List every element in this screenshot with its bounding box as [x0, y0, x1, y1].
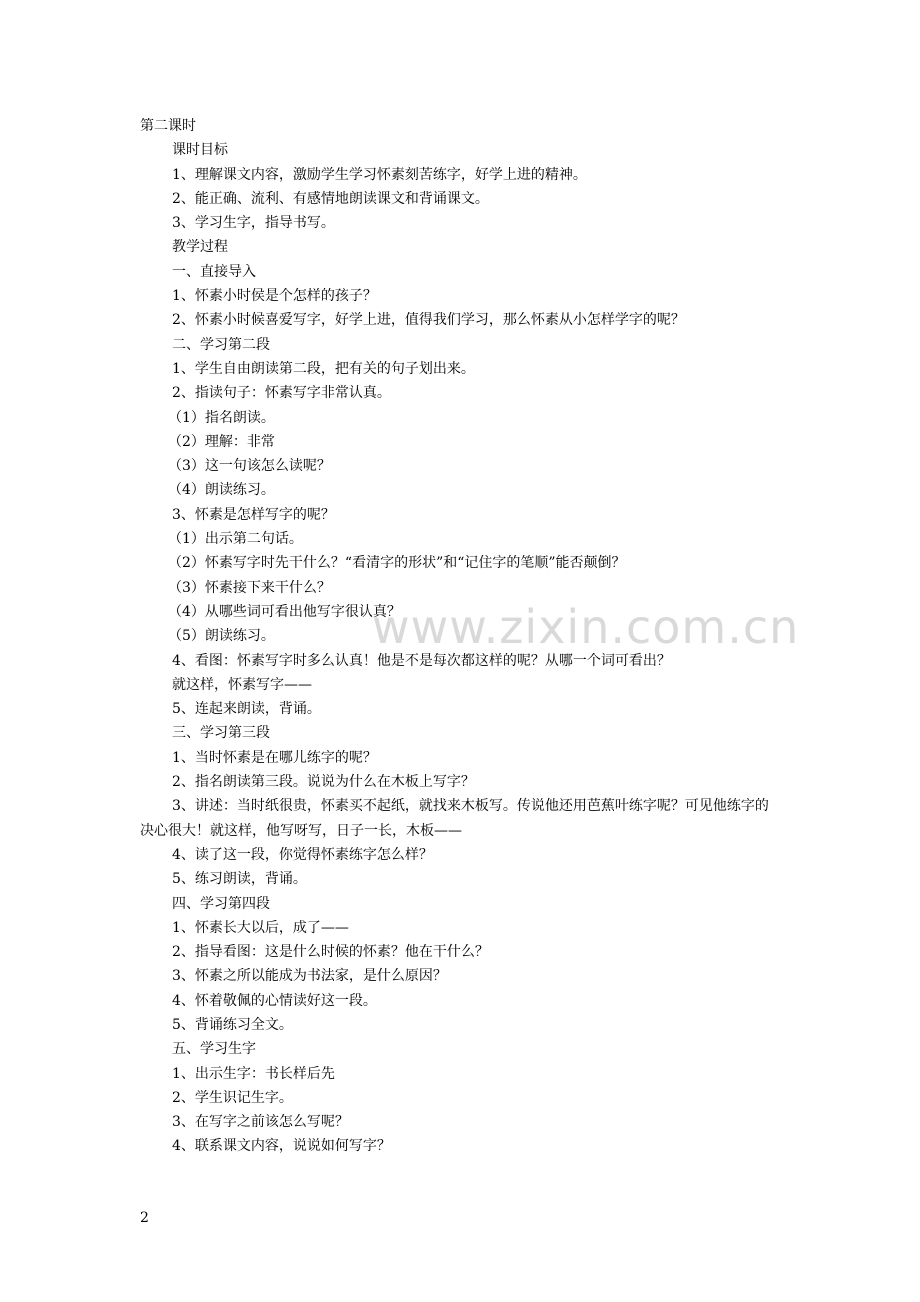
sub-item: （4）从哪些词可看出他写字很认真？ [168, 603, 401, 620]
page-title: 第二课时 [140, 118, 196, 134]
paragraph-wrapped: 3、讲述：当时纸很贵，怀素买不起纸，就找来木板写。传说他还用芭蕉叶练字呢？可见他练字的决心很大！就这样，他写呀写，日子一长，木板—— [140, 798, 769, 839]
section-heading: 课时目标 [172, 142, 228, 159]
page-number: 2 [140, 1210, 149, 1226]
section-heading: 教学过程 [172, 239, 228, 256]
watermark: www.zixin.com.cn [372, 600, 800, 654]
sub-item: （3）这一句该怎么读呢？ [168, 458, 331, 475]
section-heading: 二、学习第二段 [172, 336, 270, 353]
paragraph: 3、学习生字，指导书写。 [172, 215, 335, 232]
paragraph: 4、联系课文内容，说说如何写字？ [172, 1138, 391, 1155]
paragraph: 1、学生自由朗读第二段，把有关的句子划出来。 [172, 360, 475, 377]
paragraph: 2、学生识记生字。 [172, 1089, 293, 1106]
paragraph: 3、怀素是怎样写字的呢？ [172, 506, 335, 523]
sub-item: （5）朗读练习。 [168, 628, 275, 645]
paragraph: 1、理解课文内容，激励学生学习怀素刻苦练字，好学上进的精神。 [172, 166, 587, 183]
paragraph: 1、出示生字：书长样后先 [172, 1065, 335, 1082]
paragraph: 就这样，怀素写字—— [172, 676, 312, 693]
paragraph: 2、指读句子：怀素写字非常认真。 [172, 385, 391, 402]
paragraph: 3、在写字之前该怎么写呢？ [172, 1114, 349, 1131]
paragraph: 2、指导看图：这是什么时候的怀素？他在干什么？ [172, 944, 489, 961]
paragraph: 2、指名朗读第三段。说说为什么在木板上写字？ [172, 774, 475, 791]
section-heading: 四、学习第四段 [172, 895, 270, 912]
paragraph: 4、看图：怀素写字时多么认真！他是不是每次都这样的呢？从哪一个词可看出？ [172, 652, 671, 669]
sub-item: （2）怀素写字时先干什么？“看清字的形状”和“记住字的笔顺”能否颠倒？ [168, 555, 626, 572]
paragraph: 5、背诵练习全文。 [172, 1016, 293, 1033]
sub-item: （4）朗读练习。 [168, 482, 275, 499]
paragraph: 4、读了这一段，你觉得怀素练字怎么样？ [172, 846, 433, 863]
paragraph: 2、怀素小时候喜爱写字，好学上进，值得我们学习，那么怀素从小怎样学字的呢？ [172, 312, 685, 329]
paragraph: 1、当时怀素是在哪儿练字的呢？ [172, 749, 377, 766]
section-heading: 三、学习第三段 [172, 725, 270, 742]
paragraph: 4、怀着敬佩的心情读好这一段。 [172, 992, 377, 1009]
section-heading: 一、直接导入 [172, 263, 256, 280]
lesson-plan-body [140, 114, 780, 1159]
sub-item: （3）怀素接下来干什么？ [168, 579, 331, 596]
paragraph: 5、连起来朗读，背诵。 [172, 701, 321, 718]
paragraph: 2、能正确、流利、有感情地朗读课文和背诵课文。 [172, 190, 489, 207]
section-heading: 五、学习生字 [172, 1041, 256, 1058]
paragraph: 3、怀素之所以能成为书法家，是什么原因？ [172, 968, 447, 985]
paragraph: 1、怀素长大以后，成了—— [172, 919, 349, 936]
paragraph: 5、练习朗读，背诵。 [172, 871, 307, 888]
sub-item: （2）理解：非常 [168, 433, 275, 450]
sub-item: （1）指名朗读。 [168, 409, 275, 426]
paragraph: 1、怀素小时侯是个怎样的孩子？ [172, 288, 377, 305]
sub-item: （1）出示第二句话。 [168, 531, 303, 548]
